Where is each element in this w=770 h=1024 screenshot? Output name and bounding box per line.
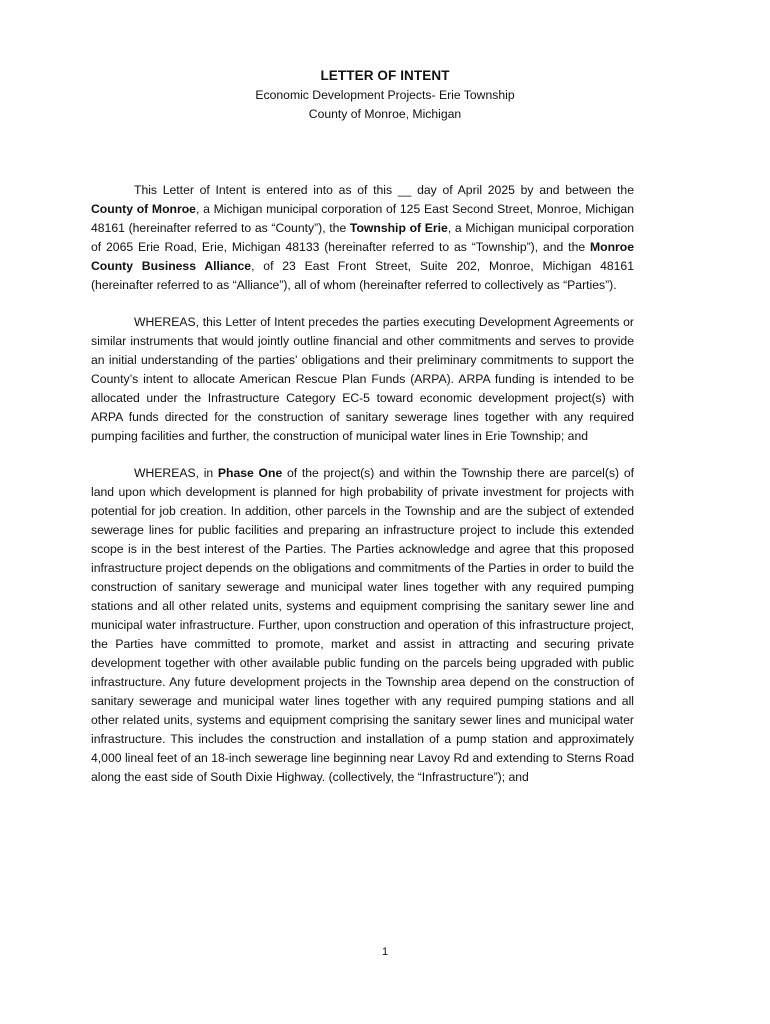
bold-text-run: County of Monroe <box>91 202 196 216</box>
bold-text-run: Monroe County Business Alliance <box>91 240 634 273</box>
text-run: of the project(s) and within the Township there are parcel(s) of land upon which development is planned for high probability of private investment for projects with potential for job creation. In addition, other parcels in the Township and are the subject of extended sewerage lines for public facilities and preparing an infrastructure project to include this extended scope is in the best interest of the Parties. The Parties acknowledge and agree that this proposed infrastructure project depends on the obligations and commitments of the Parties in order to build the construction of sanitary sewerage and municipal water lines together with any required pumping stations and all other related units, systems and equipment comprising the sanitary sewer line and municipal water infrastructure. Further, upon construction and operation of this infrastructure project, the Parties have committed to promote, market and assist in attracting and securing private development together with other available public funding on the parcels being upgraded with public infrastructure. Any future development projects in the Township area depend on the construction of sanitary sewerage and municipal water lines together with any required pumping stations and all other related units, systems and equipment comprising the sanitary sewer lines and municipal water infrastructure. This includes the construction and installation of a pump station and approximately 4,000 lineal feet of an 18-inch sewerage line beginning near Lavoy Rd and extending to Sterns Road along the east side of South Dixie Highway. (collectively, the “Infrastructure”); and <box>91 466 634 784</box>
text-run: WHEREAS, this Letter of Intent precedes the parties executing Development Agreements or similar instruments that would jointly outline financial and other commitments and serves to provide an initial understanding of the parties’ obligations and their preliminary commitments to support the County’s intent to allocate American Rescue Plan Funds (ARPA). ARPA funding is intended to be allocated under the Infrastructure Category EC-5 toward economic development project(s) with ARPA funds directed for the construction of sanitary sewerage lines together with any required pumping facilities and further, the construction of municipal water lines in Erie Township; and <box>91 315 634 443</box>
text-run: WHEREAS, in <box>134 466 218 480</box>
text-run: , a Michigan municipal corporation of 2065 Erie Road, Erie, Michigan 48133 (hereinafter referred to as “Township”), and the <box>91 221 635 254</box>
document-header <box>0 66 770 124</box>
bold-text-run: Phase One <box>217 466 283 480</box>
document-body <box>91 181 634 805</box>
paragraph-whereas-phase-one <box>91 464 634 787</box>
bold-text-run: Township of Erie <box>349 221 448 235</box>
text-run: This Letter of Intent is entered into as of this __ day of April 2025 by and between the <box>134 183 634 197</box>
paragraph-parties <box>91 181 634 295</box>
document-title: LETTER OF INTENT <box>320 68 450 83</box>
document-subtitle-line-1: Economic Development Projects- Erie Township <box>255 88 515 102</box>
text-run: , a Michigan municipal corporation of 125 East Second Street, Monroe, Michigan 48161 (hereinafter referred to as “County”), the <box>91 202 634 235</box>
text-run: , of 23 East Front Street, Suite 202, Monroe, Michigan 48161 (hereinafter referred to as “Alliance”), all of whom (hereinafter referred to collectively as “Parties”). <box>91 259 634 292</box>
page-number: 1 <box>381 946 389 958</box>
document-subtitle-line-2: County of Monroe, Michigan <box>308 107 462 121</box>
paragraph-whereas-arpa <box>91 313 634 446</box>
